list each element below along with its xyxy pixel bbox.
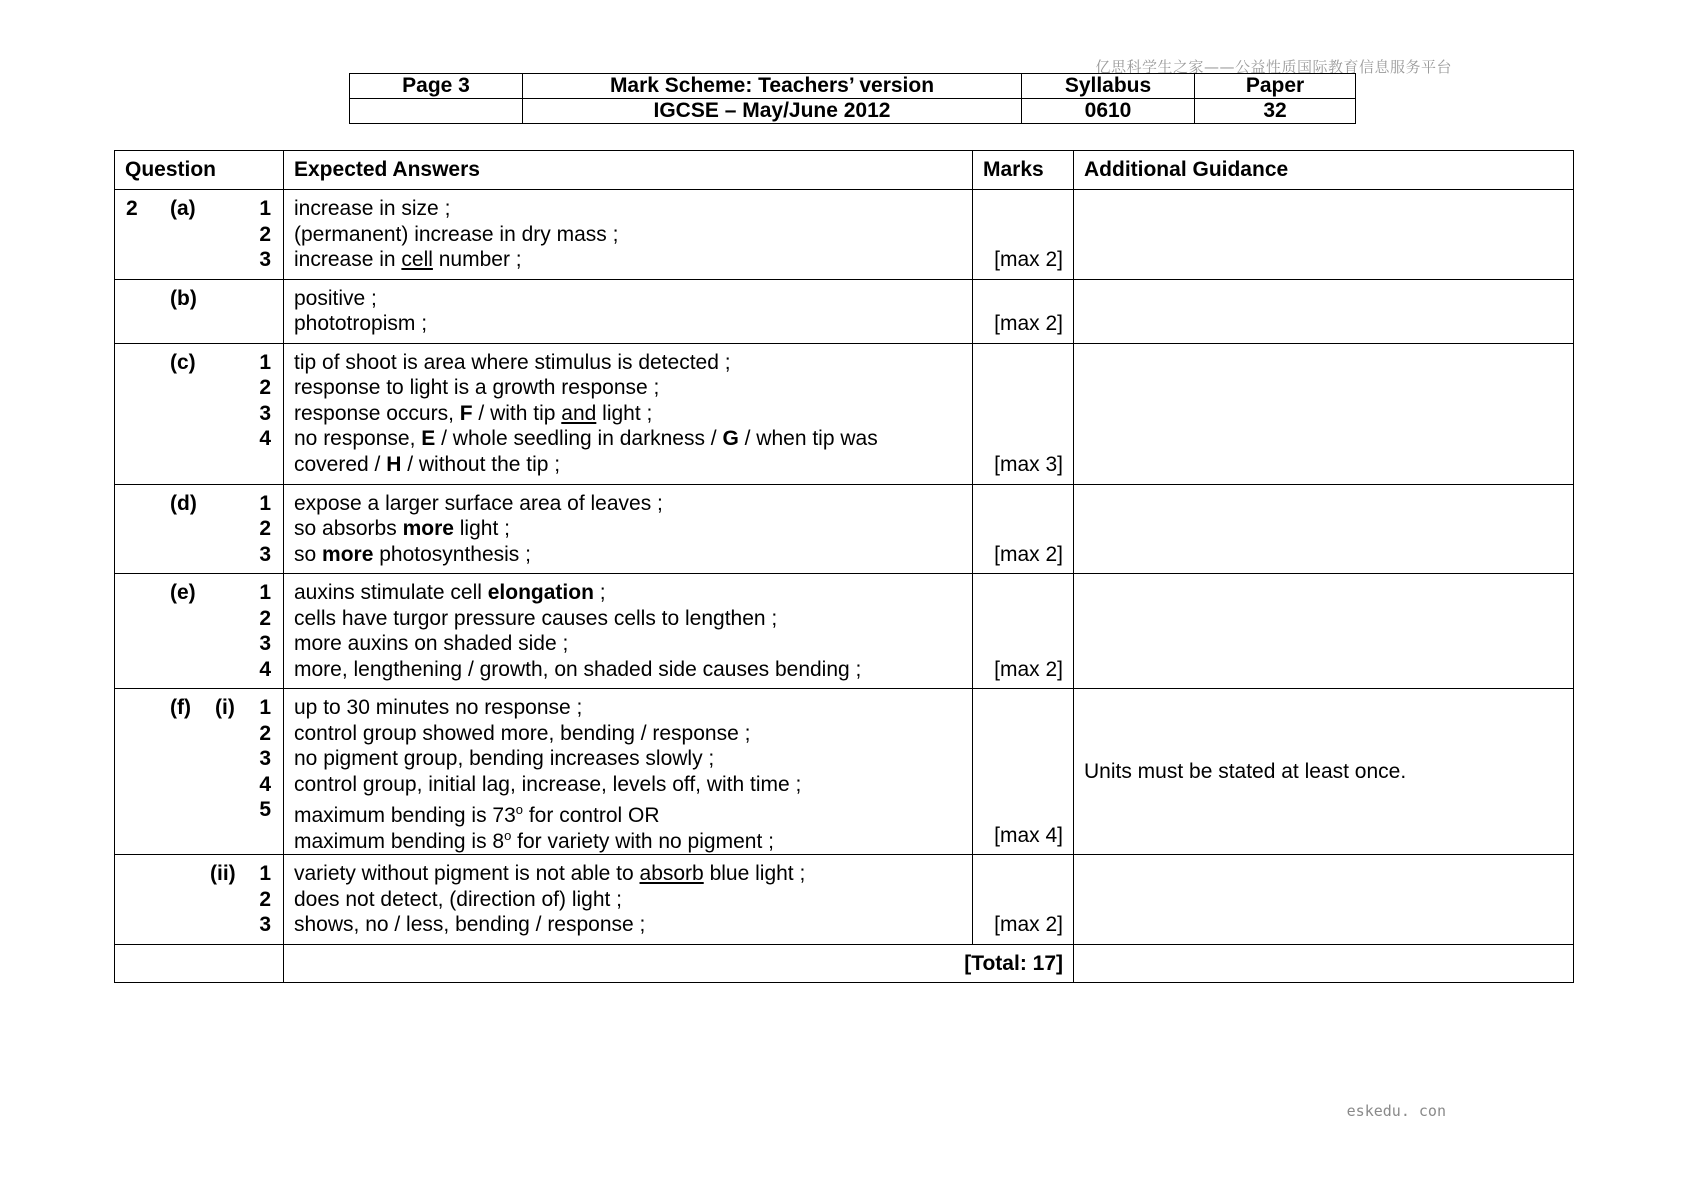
point-number: 2 xyxy=(259,721,271,745)
question-subpart: (i) xyxy=(215,696,235,719)
syllabus-label: Syllabus xyxy=(1022,74,1195,99)
answers-cell xyxy=(284,689,973,855)
point-number: 2 xyxy=(259,887,271,911)
point-number: 2 xyxy=(259,376,271,399)
empty-cell xyxy=(350,99,523,124)
point-number: 1 xyxy=(259,350,271,374)
table-row xyxy=(115,689,1574,855)
guidance-column-header: Additional Guidance xyxy=(1074,151,1574,190)
question-cell xyxy=(115,484,284,574)
answer-line: so more photosynthesis ; xyxy=(294,542,531,566)
point-number: 1 xyxy=(259,197,271,220)
answer-line: maximum bending is 73$^o$ for control OR xyxy=(294,802,660,827)
guidance-cell xyxy=(1074,855,1574,945)
answer-line: auxins stimulate cell elongation ; xyxy=(294,581,606,604)
question-part: (f) xyxy=(170,696,191,719)
answer-line: so absorbs more light ; xyxy=(294,517,510,540)
marks-cell: [max 2] xyxy=(973,190,1074,280)
question-number: 2 xyxy=(126,197,138,220)
answer-line: control group showed more, bending / response ; xyxy=(294,721,751,745)
marks-cell: [max 2] xyxy=(973,574,1074,689)
question-cell xyxy=(115,855,284,945)
point-numbers xyxy=(259,491,271,568)
marks-cell: [max 2] xyxy=(973,855,1074,945)
question-cell xyxy=(115,689,284,855)
point-number: 5 xyxy=(259,798,271,821)
question-cell xyxy=(115,190,284,280)
guidance-cell xyxy=(1074,484,1574,574)
point-number: 2 xyxy=(259,606,271,630)
answers-cell xyxy=(284,279,973,343)
question-part: (d) xyxy=(170,491,197,515)
answer-line: no response, E / whole seedling in darkness / G / when tip was xyxy=(294,427,878,450)
answers-column-header: Expected Answers xyxy=(284,151,973,190)
page-number: Page 3 xyxy=(350,74,523,99)
point-number: 2 xyxy=(259,222,271,246)
question-part: (a) xyxy=(170,197,196,220)
point-number: 4 xyxy=(259,657,271,681)
point-numbers xyxy=(259,695,271,823)
empty-cell xyxy=(1074,944,1574,983)
guidance-cell xyxy=(1074,279,1574,343)
answer-line: phototropism ; xyxy=(294,312,428,335)
answer-line: no pigment group, bending increases slowly ; xyxy=(294,747,715,770)
point-number: 3 xyxy=(259,913,271,936)
point-number: 3 xyxy=(259,632,271,655)
answer-line: up to 30 minutes no response ; xyxy=(294,696,583,719)
underlined-term: absorb xyxy=(639,862,704,885)
point-numbers xyxy=(259,861,271,938)
paper-number: 32 xyxy=(1195,99,1356,124)
point-number: 4 xyxy=(259,427,271,450)
point-number: 4 xyxy=(259,772,271,796)
mark-scheme-table xyxy=(114,150,1574,983)
answer-line: (permanent) increase in dry mass ; xyxy=(294,222,619,246)
table-row xyxy=(115,343,1574,484)
document-title: Mark Scheme: Teachers’ version xyxy=(523,74,1022,99)
header-table xyxy=(349,73,1356,124)
marks-column-header: Marks xyxy=(973,151,1074,190)
question-part: (b) xyxy=(170,286,197,310)
answer-line: cells have turgor pressure causes cells to lengthen ; xyxy=(294,606,778,630)
total-row xyxy=(115,944,1574,983)
point-numbers xyxy=(259,196,271,273)
marks-cell: [max 3] xyxy=(973,343,1074,484)
point-number: 1 xyxy=(259,862,271,885)
point-number: 2 xyxy=(259,517,271,540)
question-subpart: (ii) xyxy=(210,862,236,885)
guidance-cell xyxy=(1074,574,1574,689)
answer-line: response to light is a growth response ; xyxy=(294,376,660,399)
table-header-row xyxy=(115,151,1574,190)
question-column-header: Question xyxy=(115,151,284,190)
underlined-term: cell xyxy=(401,248,433,271)
point-number: 1 xyxy=(259,696,271,719)
point-number: 1 xyxy=(259,581,271,604)
question-cell xyxy=(115,343,284,484)
marks-cell: [max 4] xyxy=(973,689,1074,855)
point-number: 3 xyxy=(259,747,271,770)
answers-cell xyxy=(284,343,973,484)
table-row xyxy=(115,279,1574,343)
point-number: 3 xyxy=(259,542,271,566)
point-number: 3 xyxy=(259,401,271,425)
guidance-cell xyxy=(1074,343,1574,484)
answer-line: more auxins on shaded side ; xyxy=(294,632,569,655)
answer-line: control group, initial lag, increase, levels off, with time ; xyxy=(294,772,802,796)
marks-cell: [max 2] xyxy=(973,484,1074,574)
answers-cell xyxy=(284,190,973,280)
question-part: (e) xyxy=(170,581,196,604)
point-number: 3 xyxy=(259,248,271,271)
degree-symbol: o xyxy=(504,827,512,843)
answer-line: variety without pigment is not able to absorb blue light ; xyxy=(294,862,806,885)
question-part: (c) xyxy=(170,350,196,374)
guidance-cell: Units must be stated at least once. xyxy=(1074,689,1574,855)
answer-line: shows, no / less, bending / response ; xyxy=(294,913,646,936)
total-marks: [Total: 17] xyxy=(284,944,1074,983)
underlined-term: and xyxy=(561,401,597,425)
point-number: 1 xyxy=(259,491,271,515)
answer-line: tip of shoot is area where stimulus is detected ; xyxy=(294,350,731,374)
answers-cell xyxy=(284,855,973,945)
answer-line: increase in size ; xyxy=(294,197,451,220)
question-cell xyxy=(115,574,284,689)
point-numbers xyxy=(259,580,271,682)
answer-line: covered / H / without the tip ; xyxy=(294,452,561,476)
answer-line: does not detect, (direction of) light ; xyxy=(294,887,623,911)
answers-cell xyxy=(284,484,973,574)
degree-symbol: o xyxy=(515,802,524,817)
exam-session: IGCSE – May/June 2012 xyxy=(523,99,1022,124)
table-row xyxy=(115,855,1574,945)
answer-line: expose a larger surface area of leaves ; xyxy=(294,491,663,515)
answer-line: maximum bending is 8$^o$ for variety with no pigment ; xyxy=(294,827,774,853)
answer-line: positive ; xyxy=(294,286,377,310)
table-row xyxy=(115,190,1574,280)
footer-watermark: eskedu. con xyxy=(1346,1102,1446,1120)
marks-cell: [max 2] xyxy=(973,279,1074,343)
answer-line: more, lengthening / growth, on shaded side causes bending ; xyxy=(294,657,862,681)
syllabus-code: 0610 xyxy=(1022,99,1195,124)
question-cell xyxy=(115,279,284,343)
watermark-text: 亿思科学生之家——公益性质国际教育信息服务平台 xyxy=(1095,58,1452,76)
paper-label: Paper xyxy=(1195,74,1356,99)
point-numbers xyxy=(259,350,271,452)
table-row xyxy=(115,574,1574,689)
answers-cell xyxy=(284,574,973,689)
table-row xyxy=(115,484,1574,574)
answer-line: response occurs, F / with tip and light ; xyxy=(294,401,653,425)
answer-line: increase in cell number ; xyxy=(294,248,522,271)
guidance-cell xyxy=(1074,190,1574,280)
empty-cell xyxy=(115,944,284,983)
